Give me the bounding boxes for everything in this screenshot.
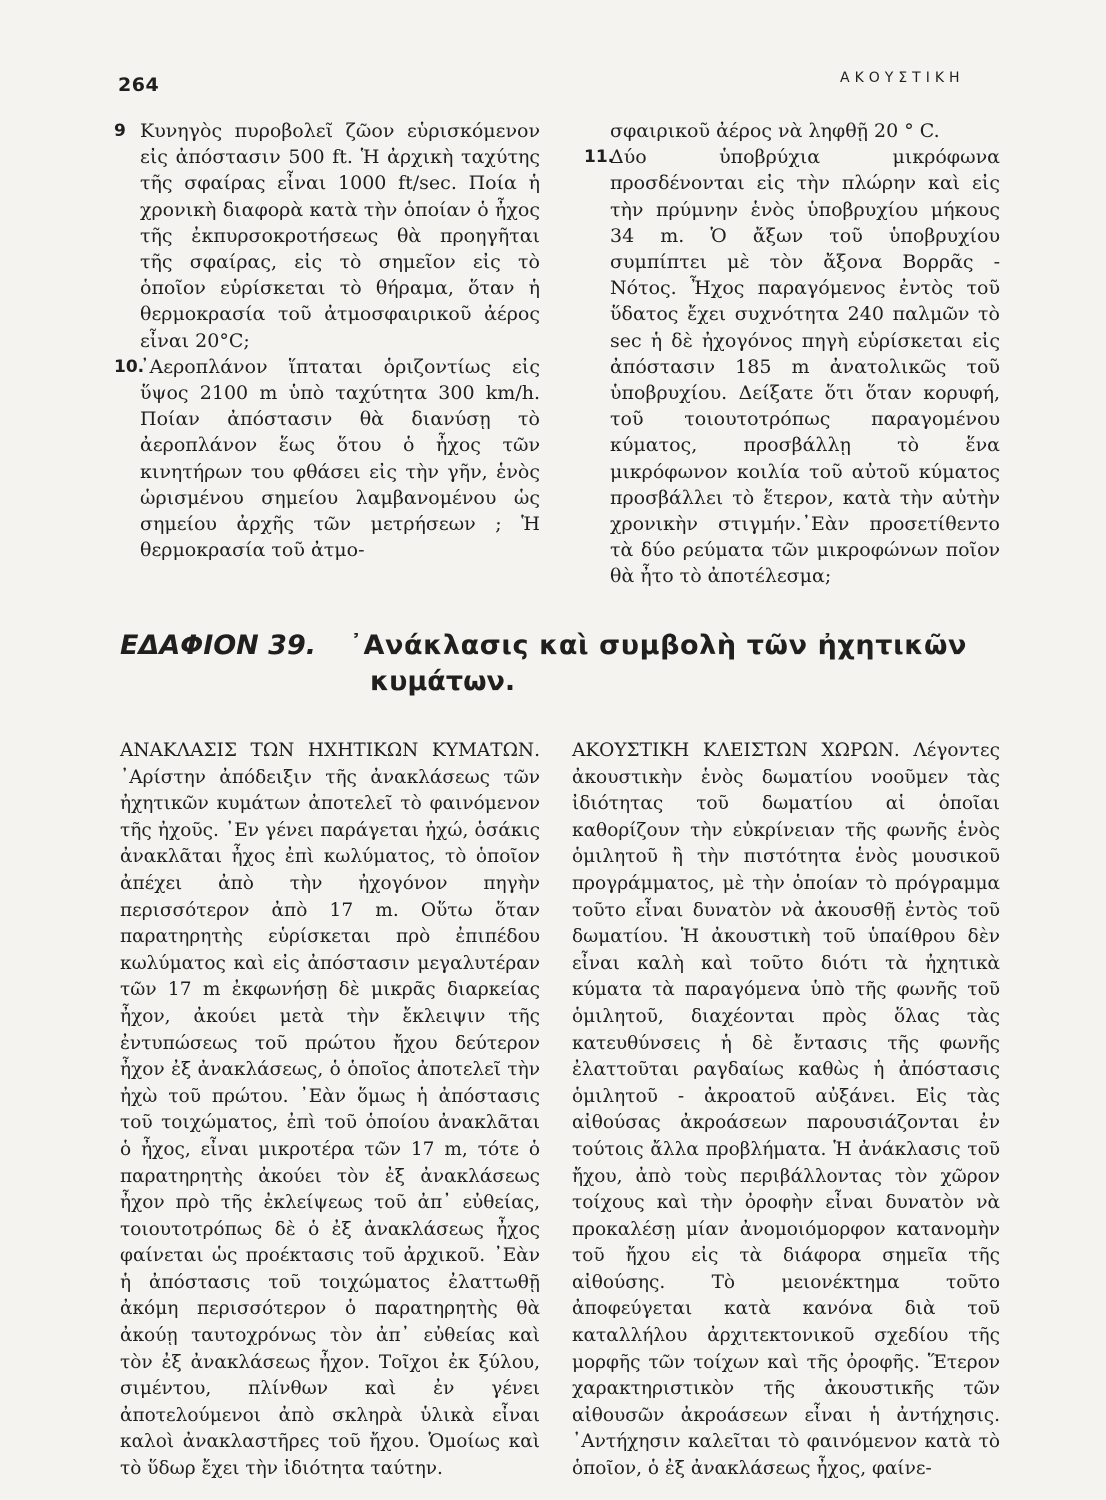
exercise-text: Δύο ὑποβρύχια μικρόφωνα προσδένονται εἰς τὴν πλώρην καὶ εἰς τὴν πρύμνην ἑνὸς ὑποβρυχίου μήκους 34 m. Ὁ ἄξων τοῦ ὑποβρυχίου συμπίπτει μὲ τὸν ἄξονα Βορρᾶς - Νότος. Ἦχος παραγόμενος ἐντὸς τοῦ ὕδατος ἔχει συχνότητα 240 παλμῶν τὸ sec ἡ δὲ ἠχογόνος πηγὴ εὑρίσκεται εἰς ἀπόστασιν 185 m ἀνατολικῶς τοῦ ὑποβρυχίου. Δείξατε ὅτι ὅταν κορυφή, τοῦ τοιουτοτρόπως παραγομένου κύματος, προσβάλλῃ τὸ ἕνα μικρόφωνον κοιλία τοῦ αὐτοῦ κύματος προσβάλλει τὸ ἕτερον, κατὰ τὴν αὐτὴν χρονικὴν στιγμήν.᾿Εὰν προσετίθεντο τὰ δύο ρεύματα τῶν μικροφώνων ποῖον θὰ ἦτο τὸ ἀποτέλεσμα; (610, 146, 1000, 588)
exercise-text: ᾿Αεροπλάνον ἵπταται ὁριζοντίως εἰς ὕψος 2100 m ὑπὸ ταχύτητα 300 km/h. Ποίαν ἀπόστασιν θὰ διανύσῃ τὸ ἀεροπλάνον ἕως ὅτου ὁ ἦχος τῶν κινητήρων του φθάσει εἰς τὴν γῆν, ἑνὸς ὡρισμένου σημείου λαμβανομένου ὡς σημείου ἀρχῆς τῶν μετρήσεων ; Ἡ θερμοκρασία τοῦ ἀτμο- (140, 355, 540, 562)
lesson-title-continuation: κυμάτων. (370, 666, 516, 697)
exercises-right-column (584, 118, 1000, 590)
page-number: 264 (118, 74, 160, 96)
body-left-column (120, 738, 540, 1483)
exercise-11 (584, 144, 1000, 589)
lesson-label: ΕΔΑΦΙΟΝ 39. (120, 630, 317, 661)
exercise-number: 10. (114, 356, 145, 377)
reflection-paragraph: ΑΝΑΚΛΑΣΙΣ ΤΩΝ ΗΧΗΤΙΚΩΝ ΚΥΜΑΤΩΝ. ᾿Αρίστην ἀπόδειξιν τῆς ἀνακλάσεως τῶν ἠχητικῶν κυμάτων ἀποτελεῖ τὸ φαινόμενον τῆς ἠχοῦς. ᾿Εν γένει παράγεται ἠχώ, ὁσάκις ἀνακλᾶται ἦχος ἐπὶ κωλύματος, τὸ ὁποῖον ἀπέχει ἀπὸ τὴν ἠχογόνον πηγὴν περισσότερον ἀπὸ 17 m. Οὕτω ὅταν παρατηρητὴς εὑρίσκεται πρὸ ἐπιπέδου κωλύματος καὶ εἰς ἀπόστασιν μεγαλυτέραν τῶν 17 m ἐκφωνήσῃ δὲ μικρᾶς διαρκείας ἦχον, ἀκούει μετὰ τὴν ἔκλειψιν τῆς ἐντυπώσεως τοῦ πρώτου ἤχου δεύτερον ἦχον ἐξ ἀνακλάσεως, ὁ ὁποῖος ἀποτελεῖ τὴν ἠχὼ τοῦ πρώτου. ᾿Εὰν ὅμως ἡ ἀπόστασις τοῦ τοιχώματος, ἐπὶ τοῦ ὁποίου ἀνακλᾶται ὁ ἦχος, εἶναι μικροτέρα τῶν 17 m, τότε ὁ παρατηρητὴς ἀκούει τὸν ἐξ ἀνακλάσεως ἦχον πρὸ τῆς ἐκλείψεως τοῦ ἀπ᾿ εὐθείας, τοιουτοτρόπως δὲ ὁ ἐξ ἀνακλάσεως ἦχος φαίνεται ὡς προέκτασις τοῦ ἀρχικοῦ. ᾿Εὰν ἡ ἀπόστασις τοῦ τοιχώματος ἐλαττωθῇ ἀκόμη περισσότερον ὁ παρατηρητὴς θὰ ἀκούῃ ταυτοχρόνως τὸν ἀπ᾿ εὐθείας καὶ τὸν ἐξ ἀνακλάσεως ἦχον. Τοῖχοι ἐκ ξύλου, σιμέντου, πλίνθων καὶ ἐν γένει ἀποτελούμενοι ἀπὸ σκληρὰ ὑλικὰ εἶναι καλοὶ ἀνακλαστῆρες τοῦ ἤχου. Ὁμοίως καὶ τὸ ὕδωρ ἔχει τὴν ἰδιότητα ταύτην. (120, 740, 540, 1480)
lesson-title: ᾿Ανάκλασις καὶ συμβολὴ τῶν ἠχητικῶν (349, 630, 968, 661)
exercise-10-continuation: σφαιρικοῦ ἀέρος νὰ ληφθῇ 20 ° C. (610, 120, 940, 142)
exercise-9 (114, 118, 540, 354)
running-head: ΑΚΟΥΣΤΙΚΗ (840, 70, 965, 86)
lesson-heading (120, 628, 1000, 700)
room-acoustics-paragraph: ΑΚΟΥΣΤΙΚΗ ΚΛΕΙΣΤΩΝ ΧΩΡΩΝ. Λέγοντες ἀκουστικὴν ἑνὸς δωματίου νοοῦμεν τὰς ἰδιότητας τοῦ δωματίου αἱ ὁποῖαι καθορίζουν τὴν εὐκρίνειαν τῆς φωνῆς ἑνὸς ὁμιλητοῦ ἢ τὴν πιστότητα ἑνὸς μουσικοῦ προγράμματος, μὲ τὴν ὁποίαν τὸ πρόγραμμα τοῦτο εἶναι δυνατὸν νὰ ἀκουσθῇ ἐντὸς τοῦ δωματίου. Ἡ ἀκουστικὴ τοῦ ὑπαίθρου δὲν εἶναι καλὴ καὶ τοῦτο διότι τὰ ἠχητικὰ κύματα τὰ παραγόμενα ὑπὸ τῆς φωνῆς τοῦ ὁμιλητοῦ, διαχέονται πρὸς ὅλας τὰς κατευθύνσεις ἡ δὲ ἔντασις τῆς φωνῆς ἐλαττοῦται ραγδαίως καθὼς ἡ ἀπόστασις ὁμιλητοῦ - ἀκροατοῦ αὐξάνει. Εἰς τὰς αἰθούσας ἀκροάσεων παρουσιάζονται ἐν τούτοις ἄλλα προβλήματα. Ἡ ἀνάκλασις τοῦ ἤχου, ἀπὸ τοὺς περιβάλλοντας τὸν χῶρον τοίχους καὶ τὴν ὀροφὴν εἶναι δυνατὸν νὰ προκαλέσῃ μίαν ἀνομοιόμορφον κατανομὴν τοῦ ἤχου εἰς τὰ διάφορα σημεῖα τῆς αἰθούσης. Τὸ μειονέκτημα τοῦτο ἀποφεύγεται κατὰ κανόνα διὰ τοῦ καταλλήλου ἀρχιτεκτονικοῦ σχεδίου τῆς μορφῆς τῶν τοίχων καὶ τῆς ὀροφῆς. Ἕτερον χαρακτηριστικὸν τῆς ἀκουστικῆς τῶν αἰθουσῶν ἀκροάσεων εἶναι ἡ ἀντήχησις. ᾿Αντήχησιν καλεῖται τὸ φαινόμενον κατὰ τὸ ὁποῖον, ὁ ἐξ ἀνακλάσεως ἦχος, φαίνε- (572, 740, 1000, 1480)
body-right-column (572, 738, 1000, 1483)
exercise-number: 9 (114, 121, 126, 141)
exercise-text: Κυνηγὸς πυροβολεῖ ζῶον εὑρισκόμενον εἰς ἀπόστασιν 500 ft. Ἡ ἀρχικὴ ταχύτης τῆς σφαίρας εἶναι 1000 ft/sec. Ποία ἡ χρονικὴ διαφορὰ κατὰ τὴν ὁποίαν ὁ ἦχος τῆς ἐκπυρσοκροτήσεως θὰ προηγῆται τῆς σφαίρας, εἰς τὸ σημεῖον εἰς τὸ ὁποῖον εὑρίσκεται τὸ θήραμα, ὅταν ἡ θερμοκρασία τοῦ ἀτμοσφαιρικοῦ ἀέρος εἶναι 20°C; (140, 120, 540, 352)
exercise-number: 11. (584, 147, 615, 168)
exercises-left-column (114, 118, 540, 563)
exercise-10 (114, 354, 540, 564)
